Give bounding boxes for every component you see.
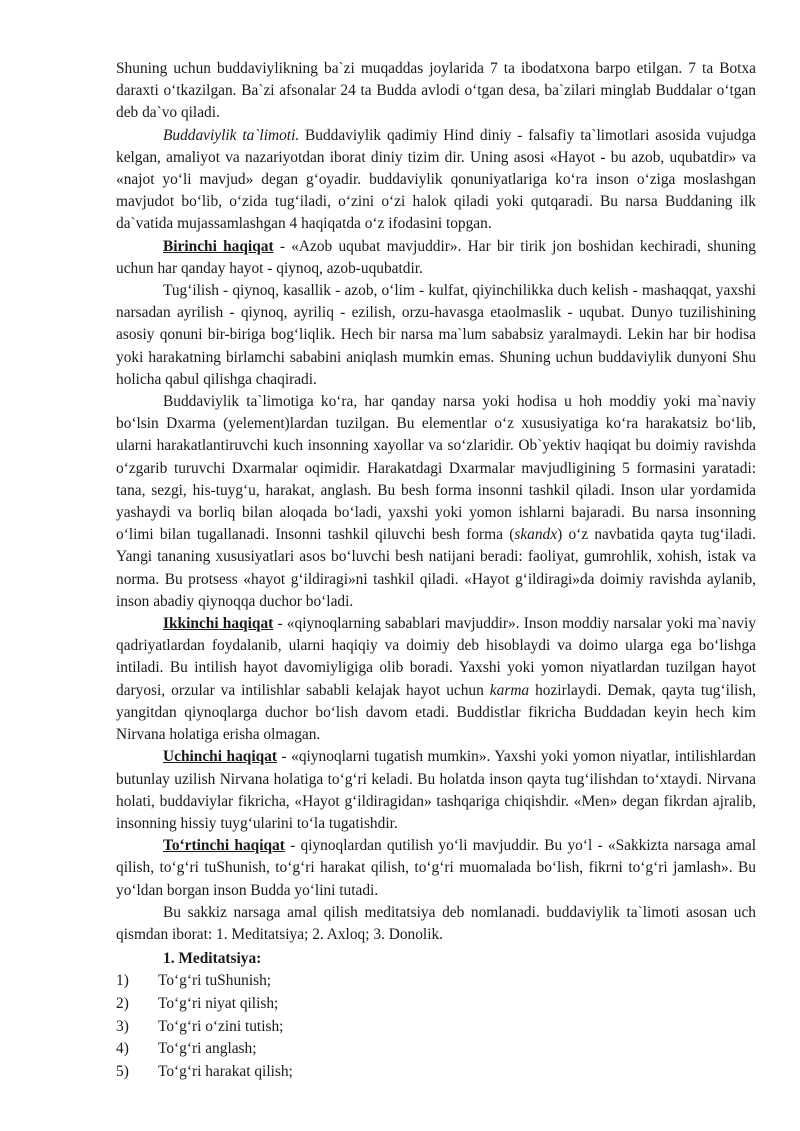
fourth-truth-text: - qiynoqlardan qutilish yo‘li mavjuddir. Bu yo‘l - «Sakkizta narsaga amal qilish, to‘g‘ri tuShunish, to‘g‘ri harakat qilish, to‘g‘ri muomalada bo‘lish, fikrni to‘g‘ri jamlash». Bu yo‘ldan borgan inson Budda yo‘lini tutadi.: [116, 837, 756, 899]
first-truth-heading: Birinchi haqiqat: [163, 237, 274, 255]
second-truth-text-b: hozirlaydi. Demak, qayta tug‘ilish, yangitdan qiynoqlarga duchor bo‘lish davom etadi. Buddistlar fikricha Buddadan keyin hech kim Nirvana holatiga erisha olmagan.: [116, 681, 756, 744]
paragraph-dharma: [116, 391, 756, 613]
paragraph-suffering: Tug‘ilish - qiynoq, kasallik - azob, o‘lim - kulfat, qiyinchilikka duch kelish - mashaqqat, yaxshi narsadan ayrilish - qiynoq, ayriliq - ezilish, orzu-havasga etaolmaslik - uqubat. Dunyo tuzilishining asosiy qonuni bir-biriga bog‘liqlik. Hech bir narsa ma`lum sababsiz yaralmaydi. Lekin har bir hodisa yoki harakatning birlamchi sababini aniqlash mumkin emas. Shuning uchun buddaviylik dunyoni Shu holicha qabul qilishga chaqiradi.: [116, 282, 756, 388]
meditation-heading: 1. Meditatsiya:: [163, 950, 262, 968]
list-item-text: To‘g‘ri anglash;: [158, 1040, 257, 1058]
paragraph-first-truth: [116, 236, 756, 280]
fourth-truth-heading: To‘rtinchi haqiqat: [163, 837, 285, 855]
list-item: [116, 1061, 756, 1084]
list-item-text: To‘g‘ri o‘zini tutish;: [158, 1017, 284, 1035]
list-item: [116, 1038, 756, 1061]
karma-term: karma: [489, 681, 530, 699]
document-page: [116, 58, 756, 1083]
list-item-text: To‘g‘ri niyat qilish;: [158, 994, 279, 1012]
list-item-number: 5): [116, 1062, 129, 1080]
list-item-text: To‘g‘ri tuShunish;: [158, 972, 272, 990]
list-item: [116, 993, 756, 1016]
second-truth-heading: Ikkinchi haqiqat: [163, 615, 274, 633]
paragraph-intro: Shuning uchun buddaviylikning ba`zi muqaddas joylarida 7 ta ibodatxona barpo etilgan. 7 ta Botxa daraxti o‘tkazilgan. Ba`zi afsonalar 24 ta Budda avlodi o‘tgan desa, ba`zilari minglab Buddalar o‘tgan deb da`vo qiladi.: [116, 60, 756, 122]
list-item-number: 4): [116, 1040, 129, 1058]
skandx-term: skandx: [514, 526, 558, 544]
teaching-lead: Buddaviylik ta`limoti.: [163, 126, 300, 144]
list-item: [116, 970, 756, 993]
third-truth-heading: Uchinchi haqiqat: [163, 748, 277, 766]
paragraph-fourth-truth: [116, 835, 756, 902]
list-item-number: 1): [116, 972, 129, 990]
meditation-list: [116, 970, 756, 1083]
list-item: [116, 1016, 756, 1039]
third-truth-text: - «qiynoqlarni tugatish mumkin». Yaxshi yoki yomon niyatlar, intilishlardan butunlay uzilish Nirvana holatiga to‘g‘ri keladi. Bu holatda inson qayta tug‘ilishdan to‘xtaydi. Nirvana holati, buddaviylar fikricha, «Hayot g‘ildiragidan» tashqariga chiqishdir. «Men» degan fikrdan ajralib, insonning hissiy tuyg‘ularini to‘la tugatishdir.: [116, 748, 757, 832]
dharma-text-a: Buddaviylik ta`limotiga ko‘ra, har qanday narsa yoki hodisa u hoh moddiy yoki ma`naviy bo‘lsin Dxarma (yelement)lardan tuzilgan. Bu elementlar o‘z xususiyatiga ko‘ra harakatsiz bo‘lib, ularni harakatlantiruvchi kuch insonning xayollar va so‘zlaridir. Ob`yektiv haqiqat bu doimiy ravishda o‘zgarib turuvchi Dxarmalar oqimidir. Harakatdagi Dxarmalar mavjudligining 5 formasini yaratadi: tana, sezgi, his-tuyg‘u, harakat, anglash. Bu besh forma insonni tashkil qiladi. Inson ular yordamida yashaydi va borliq bilan aloqada bo‘ladi, yaxshi yoki yomon ishlarni bajaradi. Bu narsa insonning o‘limi bilan tugallanadi. Insonni tashkil qiluvchi besh forma (: [116, 393, 756, 544]
list-item-number: 2): [116, 994, 129, 1012]
dharma-text-b: ) o‘z navbatida qayta tug‘iladi. Yangi tananing xususiyatlari asos bo‘luvchi besh natijani beradi: faoliyat, gumrohlik, xohish, istak va norma. Bu protsess «hayot g‘ildiragi»ni tashkil qiladi. «Hayot g‘ildiragi»da doimiy ravishda aylanib, inson abadiy qiynoqqa duchor bo‘ladi.: [116, 526, 756, 610]
paragraph-meditation-summary: Bu sakkiz narsaga amal qilish meditatsiya deb nomlanadi. buddaviylik ta`limoti asosan uch qismdan iborat: 1. Meditatsiya; 2. Axloq; 3. Donolik.: [116, 903, 756, 943]
list-item-text: To‘g‘ri harakat qilish;: [158, 1062, 293, 1080]
paragraph-teaching: [116, 125, 756, 236]
list-item-number: 3): [116, 1017, 129, 1035]
first-truth-text: - «Azob uqubat mavjuddir». Har bir tirik jon boshidan kechiradi, shuning uchun har qanday hayot - qiynoq, azob-uqubatdir.: [116, 237, 756, 277]
second-truth-text-a: - «qiynoqlarning sabablari mavjuddir». Inson moddiy narsalar yoki ma`naviy qadriyatlardan foydalanib, ularni haqiqiy va doimiy deb hisoblaydi va doimo ularga ega bo‘lishga intiladi. Bu intilish hayot davomiyligiga olib boradi. Yaxshi yoki yomon niyatlardan tuzilgan hayot daryosi, orzular va intilishlar sababli kelajak hayot uchun: [116, 615, 756, 699]
teaching-text: Buddaviylik qadimiy Hind diniy - falsafiy ta`limotlari asosida vujudga kelgan, amaliyot va nazariyotdan iborat diniy tizim dir. Uning asosi «Hayot - bu azob, uqubatdir» va «najot yo‘li mavjud» degan g‘oyadir. buddaviylik qonuniyatlariga ko‘ra inson o‘ziga moslashgan mavjudot bo‘lib, o‘zida tug‘iladi, o‘zini o‘zi halok qiladi yoki qutqaradi. Bu narsa Buddaning ilk da`vatida mujassamlashgan 4 haqiqatda o‘z ifodasini topgan.: [116, 126, 756, 233]
paragraph-second-truth: [116, 613, 756, 746]
paragraph-third-truth: [116, 746, 756, 835]
